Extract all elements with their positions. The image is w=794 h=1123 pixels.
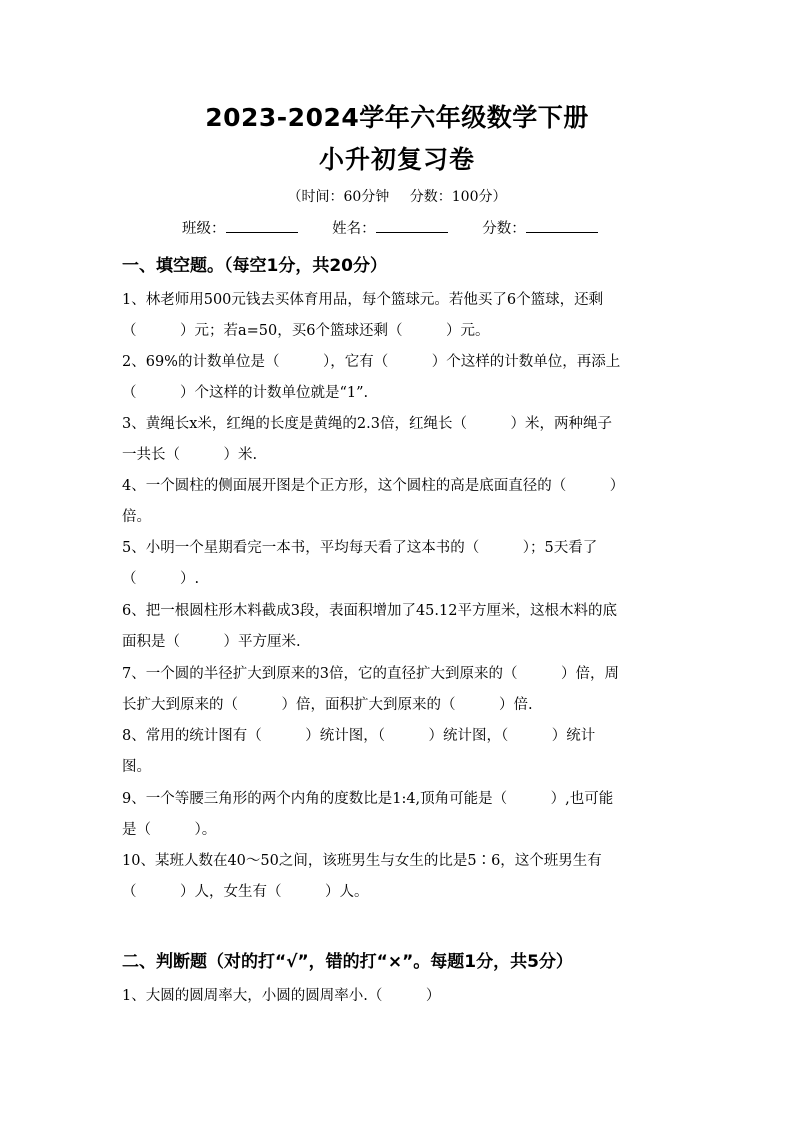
question-item <box>122 471 677 533</box>
question-line: 1、大圆的圆周率大，小圆的圆周率小.（ ） <box>122 988 441 1004</box>
name-field <box>332 217 448 238</box>
question-item <box>122 409 677 471</box>
class-label: 班级： <box>182 221 226 237</box>
question-line: 6、把一根圆柱形木料截成3段，表面积增加了45.12平方厘米，这根木料的底 <box>122 603 617 619</box>
question-line: （ ）元；若a=50，买6个篮球还剩（ ）元。 <box>122 323 490 339</box>
question-line: （ ）人，女生有（ ）人。 <box>122 884 369 900</box>
question-item <box>122 784 677 846</box>
section-heading-true-false: 二、判断题（对的打“√”，错的打“×”。每题1分，共5分） <box>122 952 573 972</box>
question-line: 倍。 <box>122 509 151 525</box>
question-line: 10、某班人数在40～50之间，该班男生与女生的比是5∶6，这个班男生有 <box>122 853 602 869</box>
question-line: 一共长（ ）米. <box>122 447 258 463</box>
question-item <box>122 981 677 1012</box>
name-label: 姓名： <box>332 221 376 237</box>
question-item <box>122 596 677 658</box>
question-item <box>122 533 677 595</box>
question-item <box>122 285 677 347</box>
score-field <box>482 217 598 238</box>
question-line: 1、林老师用500元钱去买体育用品，每个篮球元。若他买了6个篮球，还剩 <box>122 292 604 308</box>
question-line: 2、69%的计数单位是（ ），它有（ ）个这样的计数单位，再添上 <box>122 354 621 370</box>
score-info: 分数：100分） <box>409 189 507 205</box>
question-item <box>122 846 677 908</box>
question-line: （ ）. <box>122 571 200 587</box>
question-line: 图。 <box>122 759 151 775</box>
question-line: 3、黄绳长x米，红绳的长度是黄绳的2.3倍，红绳长（ ）米，两种绳子 <box>122 416 612 432</box>
question-line: 长扩大到原来的（ ）倍，面积扩大到原来的（ ）倍. <box>122 697 533 713</box>
student-info-fields <box>182 217 628 238</box>
score-label: 分数： <box>482 221 526 237</box>
question-item <box>122 659 677 721</box>
question-item <box>122 347 677 409</box>
question-line: 9、一个等腰三角形的两个内角的度数比是1:4,顶角可能是（ ）,也可能 <box>122 791 614 807</box>
class-field <box>182 217 298 238</box>
time-info: （时间：60分钟 <box>287 189 390 205</box>
page-title: 2023-2024学年六年级数学下册 <box>205 103 589 132</box>
class-blank[interactable] <box>226 218 298 233</box>
question-line: 5、小明一个星期看完一本书，平均每天看了这本书的（ ）；5天看了 <box>122 540 598 556</box>
question-line: 8、常用的统计图有（ ）统计图，（ ）统计图，（ ）统计 <box>122 728 596 744</box>
question-line: （ ）个这样的计数单位就是“1”. <box>122 385 369 401</box>
section-heading-fill-blank: 一、填空题。（每空1分，共20分） <box>122 256 387 276</box>
question-line: 面积是（ ）平方厘米. <box>122 634 301 650</box>
name-blank[interactable] <box>376 218 448 233</box>
question-line: 是（ ）。 <box>122 822 217 838</box>
page-subtitle: 小升初复习卷 <box>318 145 475 174</box>
question-line: 7、一个圆的半径扩大到原来的3倍，它的直径扩大到原来的（ ）倍，周 <box>122 666 619 682</box>
score-blank[interactable] <box>526 218 598 233</box>
question-line: 4、一个圆柱的侧面展开图是个正方形，这个圆柱的高是底面直径的（ ） <box>122 478 625 494</box>
question-item <box>122 721 677 783</box>
exam-info <box>0 186 794 206</box>
